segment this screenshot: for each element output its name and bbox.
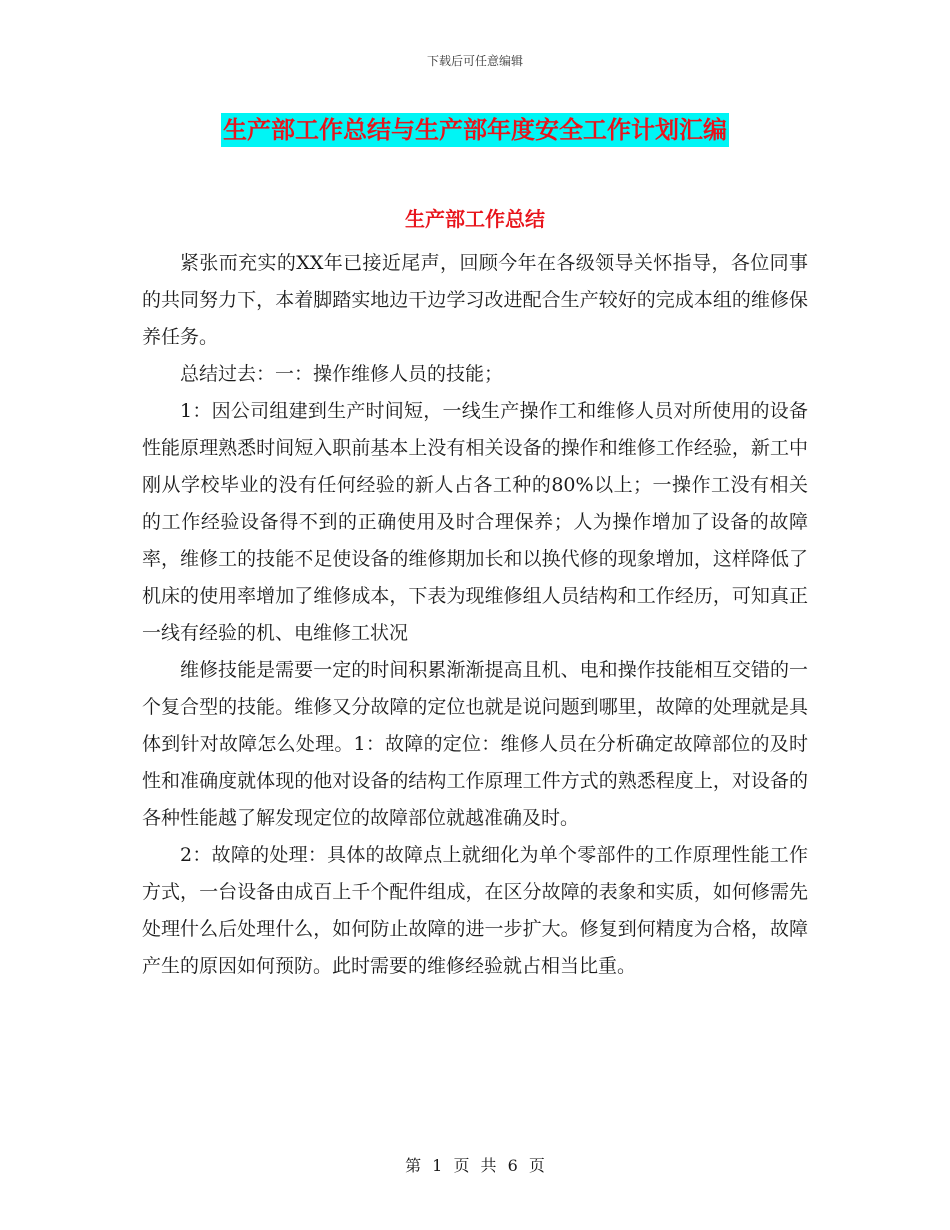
document-body [142, 245, 808, 985]
paragraph-2: 总结过去：一：操作维修人员的技能； [180, 363, 504, 385]
paragraph-1: 紧张而充实的XX年已接近尾声，回顾今年在各级领导关怀指导，各位同事的共同努力下，本着脚踏实地边干边学习改进配合生产较好的完成本组的维修保养任务。 [142, 252, 808, 348]
header-note: 下载后可任意编辑 [426, 54, 523, 68]
paragraph-3: 1：因公司组建到生产时间短，一线生产操作工和维修人员对所使用的设备性能原理熟悉时间短入职前基本上没有相关设备的操作和维修工作经验，新工中刚从学校毕业的没有任何经验的新人占各工种的80%以上；一操作工没有相关的工作经验设备得不到的正确使用及时合理保养；人为操作增加了设备的故障率，维修工的技能不足使设备的维修期加长和以换代修的现象增加，这样降低了机床的使用率增加了维修成本，下表为现维修组人员结构和工作经历，可知真正一线有经验的机、电维修工状况 [142, 400, 808, 644]
paragraph-5: 2：故障的处理：具体的故障点上就细化为单个零部件的工作原理性能工作方式，一台设备由成百上千个配件组成，在区分故障的表象和实质，如何修需先处理什么后处理什么，如何防止故障的进一步扩大。修复到何精度为合格，故障产生的原因如何预防。此时需要的维修经验就占相当比重。 [142, 844, 808, 977]
page-footer: 第 1 页 共 6 页 [405, 1156, 545, 1175]
paragraph-4: 维修技能是需要一定的时间积累渐渐提高且机、电和操作技能相互交错的一个复合型的技能。维修又分故障的定位也就是说问题到哪里，故障的处理就是具体到针对故障怎么处理。1：故障的定位：维修人员在分析确定故障部位的及时性和准确度就体现的他对设备的结构工作原理工件方式的熟悉程度上，对设备的各种性能越了解发现定位的故障部位就越准确及时。 [142, 659, 808, 829]
document-title: 生产部工作总结与生产部年度安全工作计划汇编 [221, 113, 729, 147]
section-title: 生产部工作总结 [405, 207, 545, 231]
